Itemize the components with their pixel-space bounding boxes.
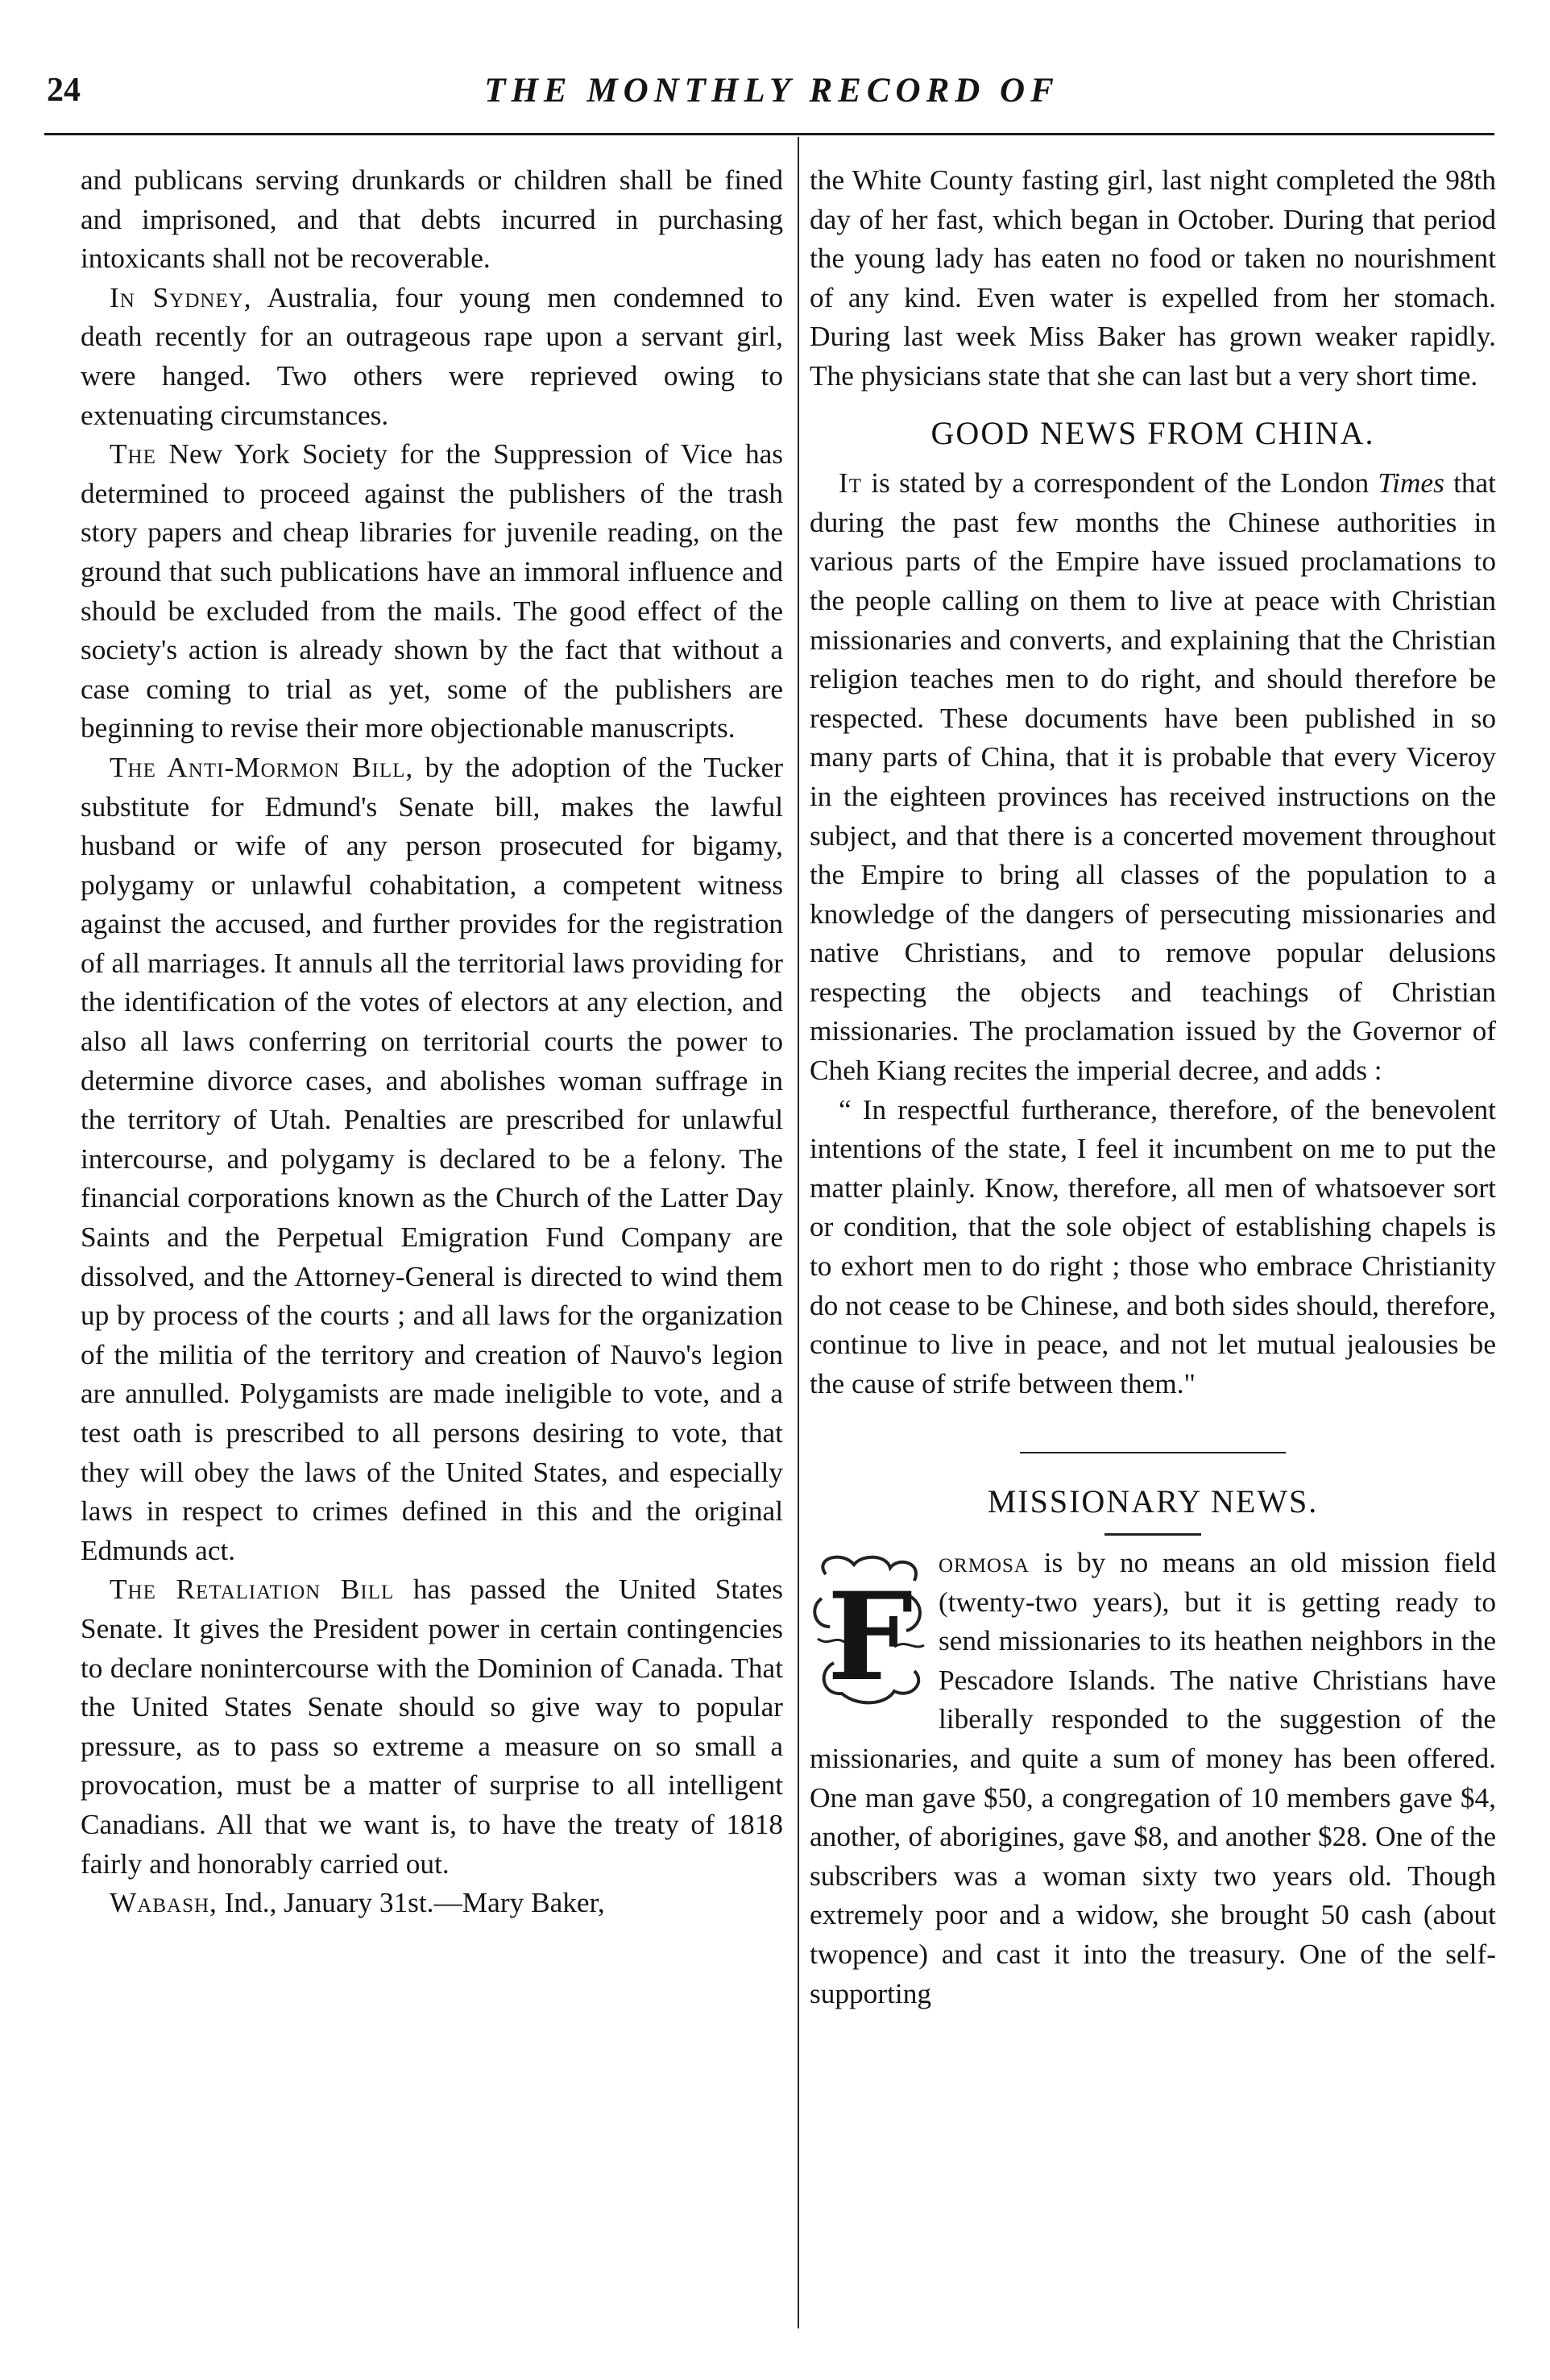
paragraph-retaliation-bill: The Retaliation Bill has passed the United States Senate. It gives the President power in certain contingencies to declare nonintercourse with the Dominion of Canada. That the United States Senate should so give way to popular pressure, as to pass so extreme a measure on so small a provocation, must be a matter of surprise to all intelligent Canadians. All that we want is, to have the treaty of 1818 fairly and honorably carried out. <box>81 1574 784 1880</box>
running-title: THE MONTHLY RECORD OF <box>484 72 1059 110</box>
column-divider <box>798 137 799 2328</box>
page-number: 24 <box>47 72 81 109</box>
right-column <box>810 161 1496 2013</box>
paragraph-china-correspondent: It is stated by a correspondent of the London Times that during the past few months the Chinese authorities in various parts of the Empire have issued proclamations to the people calling on them to live at peace with Christian missionaries and converts, and explaining that the Christian religion teaches men to do right, and should therefore be respected. These documents have been published in so many parts of China, that it is probable that every Viceroy in the eighteen provinces has received instructions on the subject, and that there is a concerted movement throughout the Empire to bring all classes of the population to a knowledge of the dangers of persecuting missionaries and native Christians, and to remove popular delusions respecting the objects and teachings of Christian missionaries. The proclamation issued by the Governor of Cheh Kiang recites the imperial decree, and adds : <box>810 467 1496 1087</box>
times-italic: Times <box>1378 467 1444 500</box>
paragraph-sydney: In Sydney, Australia, four young men condemned to death recently for an outrageous rape upon a servant girl, were hanged. Two others were reprieved owing to extenuating circumstances. <box>81 281 783 431</box>
section-divider-rule <box>1020 1452 1286 1453</box>
heading-missionary-news: MISSIONARY NEWS. <box>987 1483 1319 1520</box>
paragraph-formosa: F ormosa is by no means an old mission field (twenty-two years), but it is getting ready to send missionaries to its heathen neighbors in the Pescadore Islands. The native Christians have liberally responded to the suggestion of the missionaries, and quite a sum of money has been offered. One man gave $50, a congregation of 10 members gave $4, another, of aborigines, gave $8, and another $28. One of the subscribers was a woman sixty two years old. Though extremely poor and a widow, she brought 50 cash (about twopence) and cast it into the treasury. One of the self-supporting <box>810 1547 1496 2009</box>
header-rule <box>44 133 1494 135</box>
paragraph-fasting-girl: the White County fasting girl, last night completed the 98th day of her fast, which began in October. During that period the young lady has eaten no food or taken no nourishment of any kind. Even water is expelled from her stomach. During last week Miss Baker has grown weaker rapidly. The physicians state that she can last but a very short time. <box>810 164 1496 392</box>
page-header <box>47 71 1497 119</box>
paragraph-wabash: Wabash, Ind., January 31st.—Mary Baker, <box>110 1887 605 1919</box>
left-column <box>81 161 783 1923</box>
ornate-initial-f-icon <box>810 1550 930 1711</box>
heading-underline-rule <box>1104 1533 1201 1536</box>
paragraph-vice-society: The New York Society for the Suppression of Vice has determined to proceed against the publishers of the trash story papers and cheap libraries for juvenile reading, on the ground that such publications have an immoral influence and should be excluded from the mails. The good effect of the society's action is already shown by the fact that without a case coming to trial as yet, some of the publishers are beginning to revise their more objectionable manuscripts. <box>81 438 783 744</box>
paragraph-anti-mormon-bill: The Anti-Mormon Bill, by the adoption of the Tucker substitute for Edmund's Senate bill, makes the lawful husband or wife of any person prosecuted for bigamy, polygamy or unlawful cohabitation, a competent witness against the accused, and further provides for the registration of all marriages. It annuls all the territorial laws providing for the identification of the votes of electors at any election, and also all laws conferring on territorial courts the power to determine divorce cases, and abolishes woman suffrage in the territory of Utah. Penalties are prescribed for unlawful intercourse, and polygamy is declared to be a felony. The financial corporations known as the Church of the Latter Day Saints and the Perpetual Emigration Fund Company are dissolved, and the Attorney-General is directed to wind them up by process of the courts ; and all laws for the organization of the militia of the territory and creation of Nauvo's legion are annulled. Polygamists are made ineligible to vote, and a test oath is prescribed to all persons desiring to vote, that they will obey the laws of the United States, and especially laws in respect to crimes defined in this and the original Edmunds act. <box>81 751 783 1566</box>
dropcap-letter: F <box>827 1566 914 1708</box>
paragraph-proclamation-quote: “ In respectful furtherance, therefore, of the benevolent intentions of the state, I feel it incumbent on me to put the matter plainly. Know, therefore, all men of whatsoever sort or condition, that the sole object of establishing chapels is to exhort men to do right ; those who embrace Christianity do not cease to be Chinese, and both sides should, therefore, continue to live in peace, and not let mutual jealousies be the cause of strife between them." <box>810 1093 1496 1399</box>
heading-good-news-from-china: GOOD NEWS FROM CHINA. <box>930 414 1375 451</box>
paragraph-publicans: and publicans serving drunkards or children shall be fined and imprisoned, and that debts incurred in purchasing intoxicants shall not be recoverable. <box>81 164 783 275</box>
